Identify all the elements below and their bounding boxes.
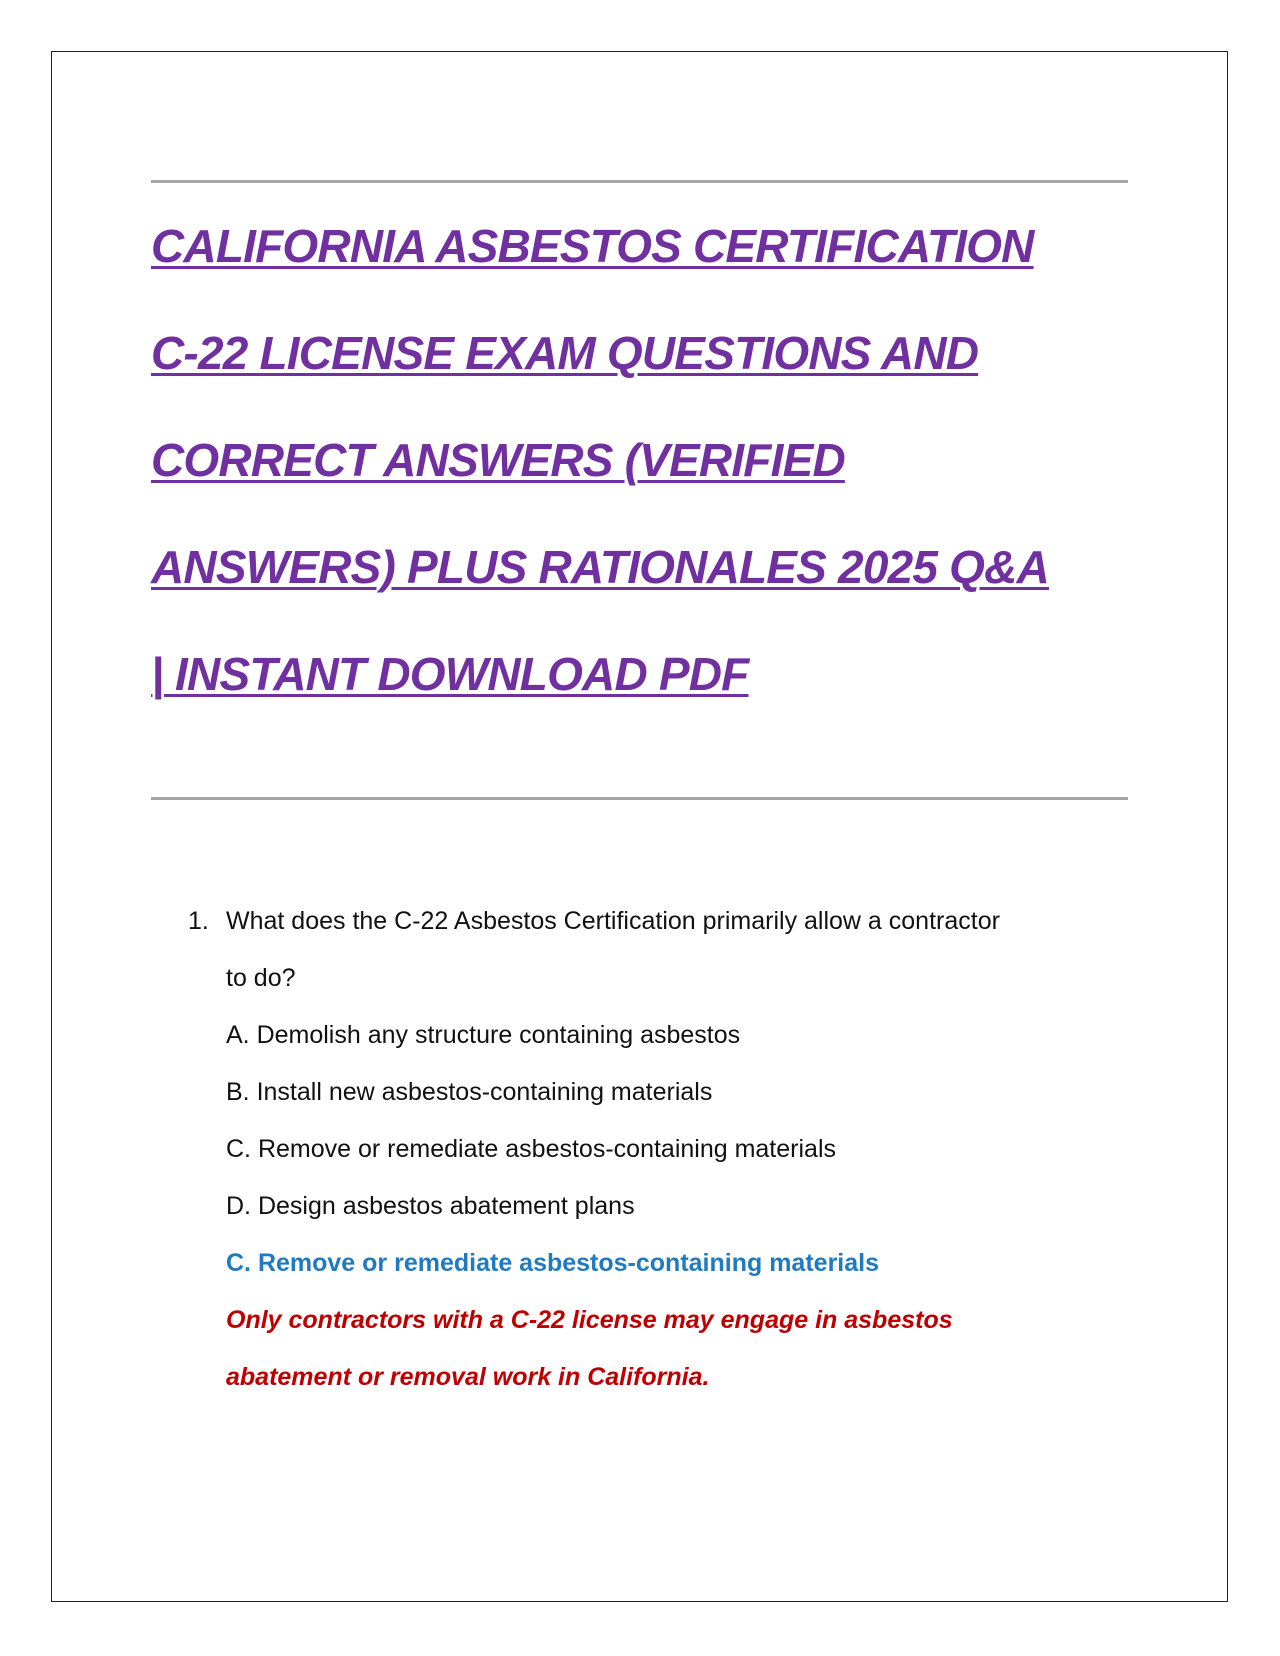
- title-text: | INSTANT DOWNLOAD PDF: [151, 648, 749, 700]
- title-text: C-22 LICENSE EXAM QUESTIONS AND: [151, 327, 979, 379]
- document-title: [151, 218, 1141, 753]
- rationale: Only contractors with a C-22 license may engage in asbestos: [226, 1306, 953, 1334]
- question-number: 1.: [188, 907, 209, 935]
- bottom-divider: [151, 797, 1128, 800]
- title-text: CORRECT ANSWERS (VERIFIED: [151, 434, 845, 486]
- question-text-continued: to do?: [226, 964, 296, 992]
- title-line: [151, 432, 1141, 539]
- title-text: ANSWERS) PLUS RATIONALES 2025 Q&A: [151, 541, 1049, 593]
- option-b: B. Install new asbestos-containing materials: [226, 1078, 713, 1106]
- title-text: CALIFORNIA ASBESTOS CERTIFICATION: [151, 220, 1034, 272]
- title-line: [151, 325, 1141, 432]
- option-d: D. Design asbestos abatement plans: [226, 1192, 635, 1220]
- title-line: [151, 218, 1141, 325]
- question-1: [188, 903, 1148, 1416]
- correct-answer: C. Remove or remediate asbestos-containing materials: [226, 1249, 879, 1277]
- top-divider: [151, 180, 1128, 183]
- option-c: C. Remove or remediate asbestos-containing materials: [226, 1135, 836, 1163]
- title-line: [151, 539, 1141, 646]
- title-line: [151, 646, 1141, 753]
- rationale-continued: abatement or removal work in California.: [226, 1363, 710, 1391]
- question-stem-row: [188, 903, 1148, 960]
- question-text: What does the C-22 Asbestos Certification primarily allow a contractor: [226, 907, 1000, 935]
- option-a: A. Demolish any structure containing asbestos: [226, 1021, 741, 1049]
